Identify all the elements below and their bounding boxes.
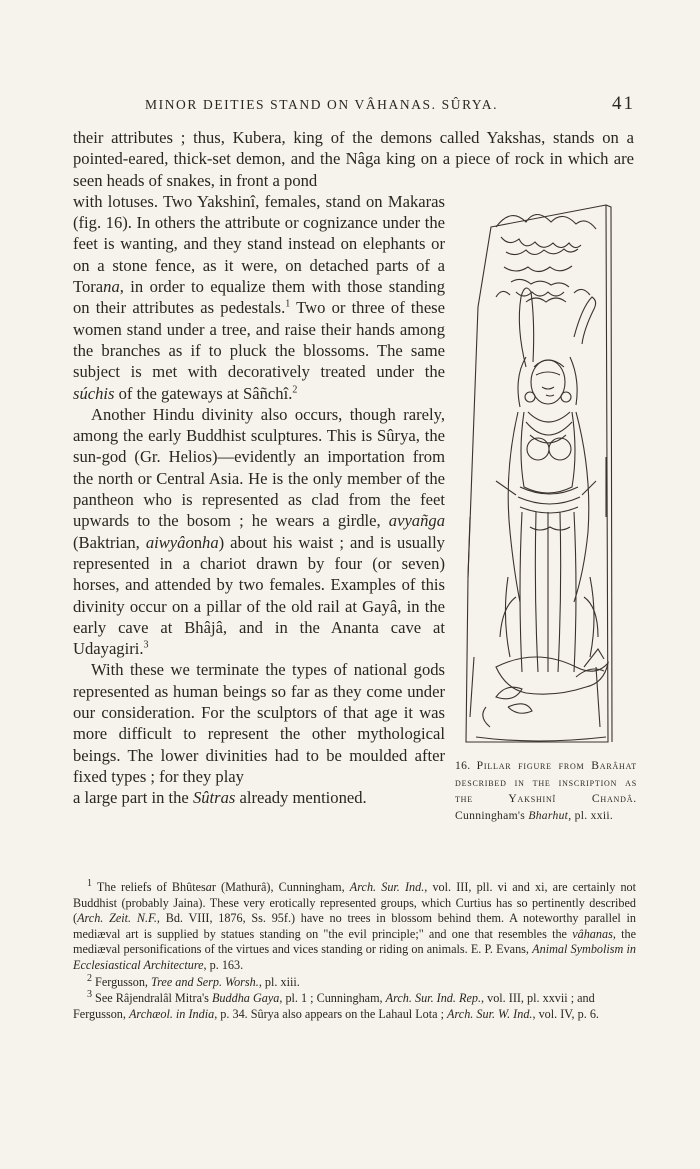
paragraph-1-narrow: with lotuses. Two Yakshinî, females, stand on Makaras (fig. 16). In others the attribute or cognizance under the feet is wanting, and they stand instead on elephants or on a stone fence, as it were, on detached parts of a Torana, in order to equalize them with those standing on their attributes as pedestals.$^1$ Two or three of these women stand under a tree, and raise their hands among the branches as if to pluck the blossoms. The same subject is met with decoratively treated under the súchis of the gateways at Sâñchî.$^2$ [73,191,446,403]
italic-suchis: súchis [73,383,115,403]
footnote-1: $^1$ The reliefs of Bhûtesar (Mathurâ), Cunningham, Arch. Sur. Ind., vol. III, pll. vi and xi, are certainly not Buddhist (probably Jaina). These very erotically represented groups, which Curtius has so pertinently described (Arch. Zeit. N.F., Bd. VIII, 1876, Ss. 95f.) have no trees in blossom behind them. A noteworthy parallel in mediæval art is supplied by statues standing on "the evil principle;" and one that resembles the vâhanas, the mediæval personifications of the virtues and vices standing or riding on animals. E. P. Evans, Animal Symbolism in Ecclesiastical Architecture, p. 163. [73,877,637,972]
footnote-2: $^2$ Fergusson, Tree and Serp. Worsh., pl. xiii. [87,972,300,989]
footnote-ref-2: 2 [292,384,298,396]
paragraph-3-wide: a large part in the Sûtras already mentioned. [73,788,367,808]
footnotes [73,877,637,1023]
yakshini-figure [456,197,636,752]
paragraph-1-wide: their attributes ; thus, Kubera, king of the demons called Yakshas, stands on a pointed-eared, thick-set demon, and the Nâga king on a piece of rock in which are seen heads of snakes, in front a pond [73,128,634,190]
running-title: MINOR DEITIES STAND ON VÂHANAS. SÛRYA. [145,97,499,112]
figure-caption: 16. Pillar figure from Barâhat described in the inscription as the Yakshinî Chandâ. Cunningham's Bharhut, pl. xxii. [455,759,637,822]
footnote-ref-3: 3 [143,639,149,651]
running-header [145,93,635,119]
paragraph-2: Another Hindu divinity also occurs, though rarely, among the early Buddhist sculptures. This is Sûrya, the sun-god (Gr. Helios)—evidently an importation from the north or Central Asia. He is the only member of the pantheon who is represented as clad from the feet upwards to the bosom ; he wears a girdle, avyañga (Baktrian, aiwyâonha) about his waist ; and is usually represented in a chariot drawn by four (or seven) horses, and attended by two females. Examples of this divinity occur on a pillar of the old rail at Gayâ, in the early cave at Bhâjâ, and in the Ananta cave at Udayagiri.$^3$ [73,404,445,659]
caption-number: 16. [455,759,471,772]
footnote-3: $^3$ See Râjendralâl Mitra's Buddha Gaya, pl. 1 ; Cunningham, Arch. Sur. Ind. Rep., vol. III, pl. xxvii ; and Fergusson, Archæol. in India, p. 34. Sûrya also appears on the Lahaul Lota ; Arch. Sur. W. Ind., vol. IV, p. 6. [73,989,599,1021]
paragraph-3-narrow: With these we terminate the types of national gods represented as human beings so far as they come under our consideration. For the sculptors of that age it was more difficult to represent the other mythological beings. The lower divinities had to be moulded after fixed types ; for they play [73,660,445,786]
yakshini-pillar-figure-icon [456,197,636,752]
footnote-ref-1: 1 [285,298,291,310]
page-number: 41 [612,93,635,114]
